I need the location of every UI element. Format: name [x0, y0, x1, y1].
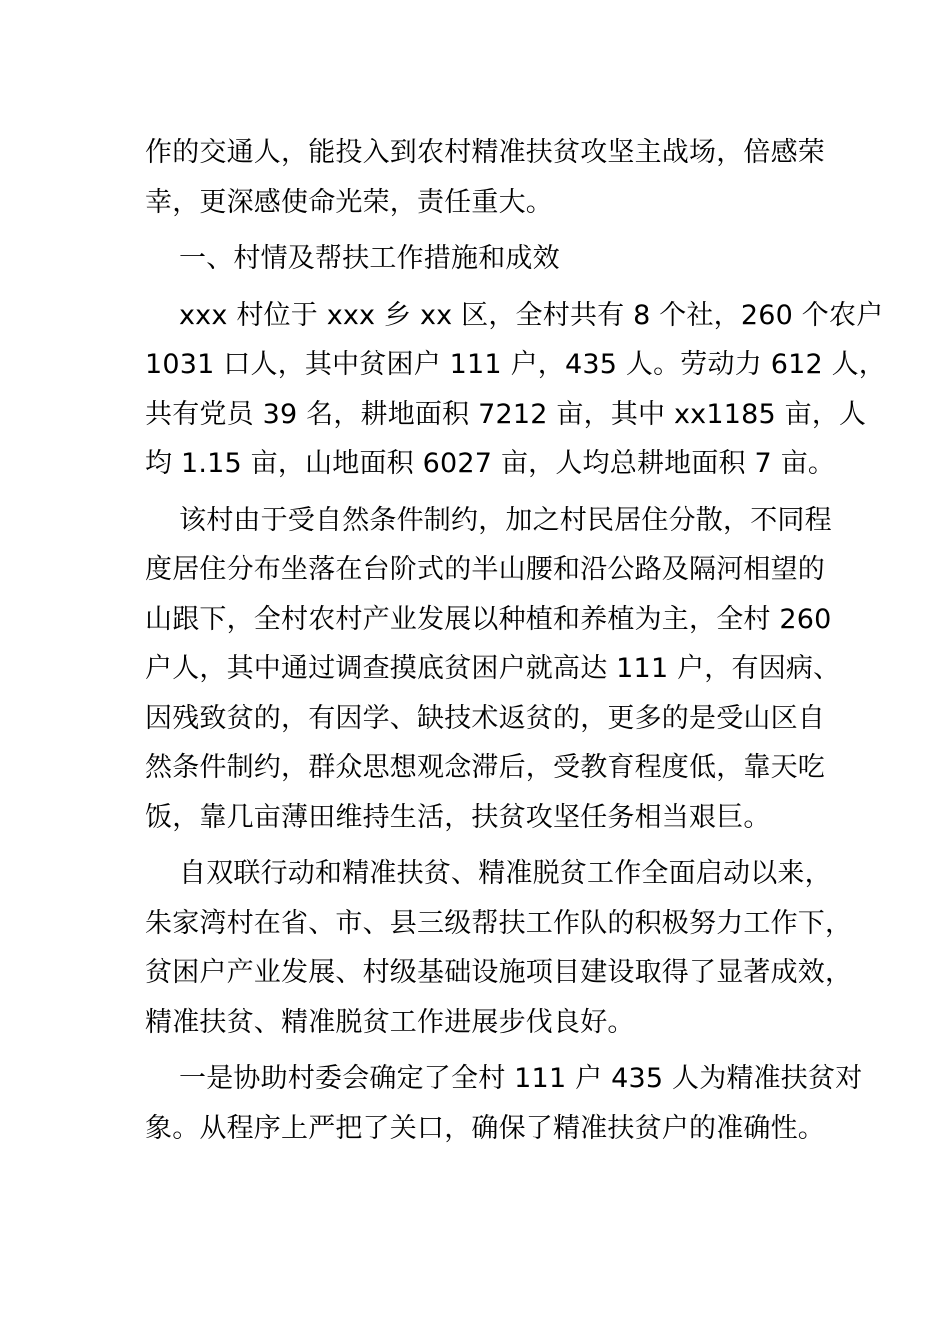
text-line: 一是协助村委会确定了全村 111 户 435 人为精准扶贫对 [179, 1063, 863, 1094]
text-line: 自双联行动和精准扶贫、精准脱贫工作全面启动以来， [179, 858, 832, 889]
text-line: 贫困户产业发展、村级基础设施项目建设取得了显著成效， [145, 957, 853, 988]
text-line: 山跟下，全村农村产业发展以种植和养植为主，全村 260 [145, 603, 832, 635]
text-line: 然条件制约，群众思想观念滞后，受教育程度低，靠天吃 [145, 752, 825, 783]
text-line: 该村由于受自然条件制约，加之村民居住分散，不同程 [179, 504, 832, 536]
text-line: 度居住分布坐落在台阶式的半山腰和沿公路及隔河相望的 [145, 554, 825, 585]
text-line: 朱家湾村在省、市、县三级帮扶工作队的积极努力工作下， [145, 907, 853, 939]
text-line: 共有党员 39 名，耕地面积 7212 亩，其中 xx1185 亩，人 [145, 398, 867, 430]
text-line: 幸，更深感使命光荣，责任重大。 [145, 186, 553, 218]
text-line: 象。从程序上严把了关口，确保了精准扶贫户的准确性。 [145, 1112, 825, 1144]
body-text [145, 128, 887, 1153]
text-line: 饭，靠几亩薄田维持生活，扶贫攻坚任务相当艰巨。 [145, 801, 771, 833]
text-line: 因残致贫的，有因学、缺技术返贫的，更多的是受山区自 [145, 702, 825, 734]
text-line: 均 1.15 亩，山地面积 6027 亩，人均总耕地面积 7 亩。 [145, 448, 836, 479]
text-line: 户人，其中通过调查摸底贫困户就高达 111 户，有因病、 [145, 653, 841, 684]
text-line: xxx 村位于 xxx 乡 xx 区，全村共有 8 个社，260 个农户 [179, 299, 884, 331]
section-heading: 一、村情及帮扶工作措施和成效 [179, 243, 560, 274]
text-line: 1031 口人，其中贫困户 111 户，435 人。劳动力 612 人， [145, 349, 887, 380]
text-line: 精准扶贫、精准脱贫工作进展步伐良好。 [145, 1006, 635, 1038]
text-line: 作的交通人，能投入到农村精准扶贫攻坚主战场，倍感荣 [145, 137, 825, 168]
